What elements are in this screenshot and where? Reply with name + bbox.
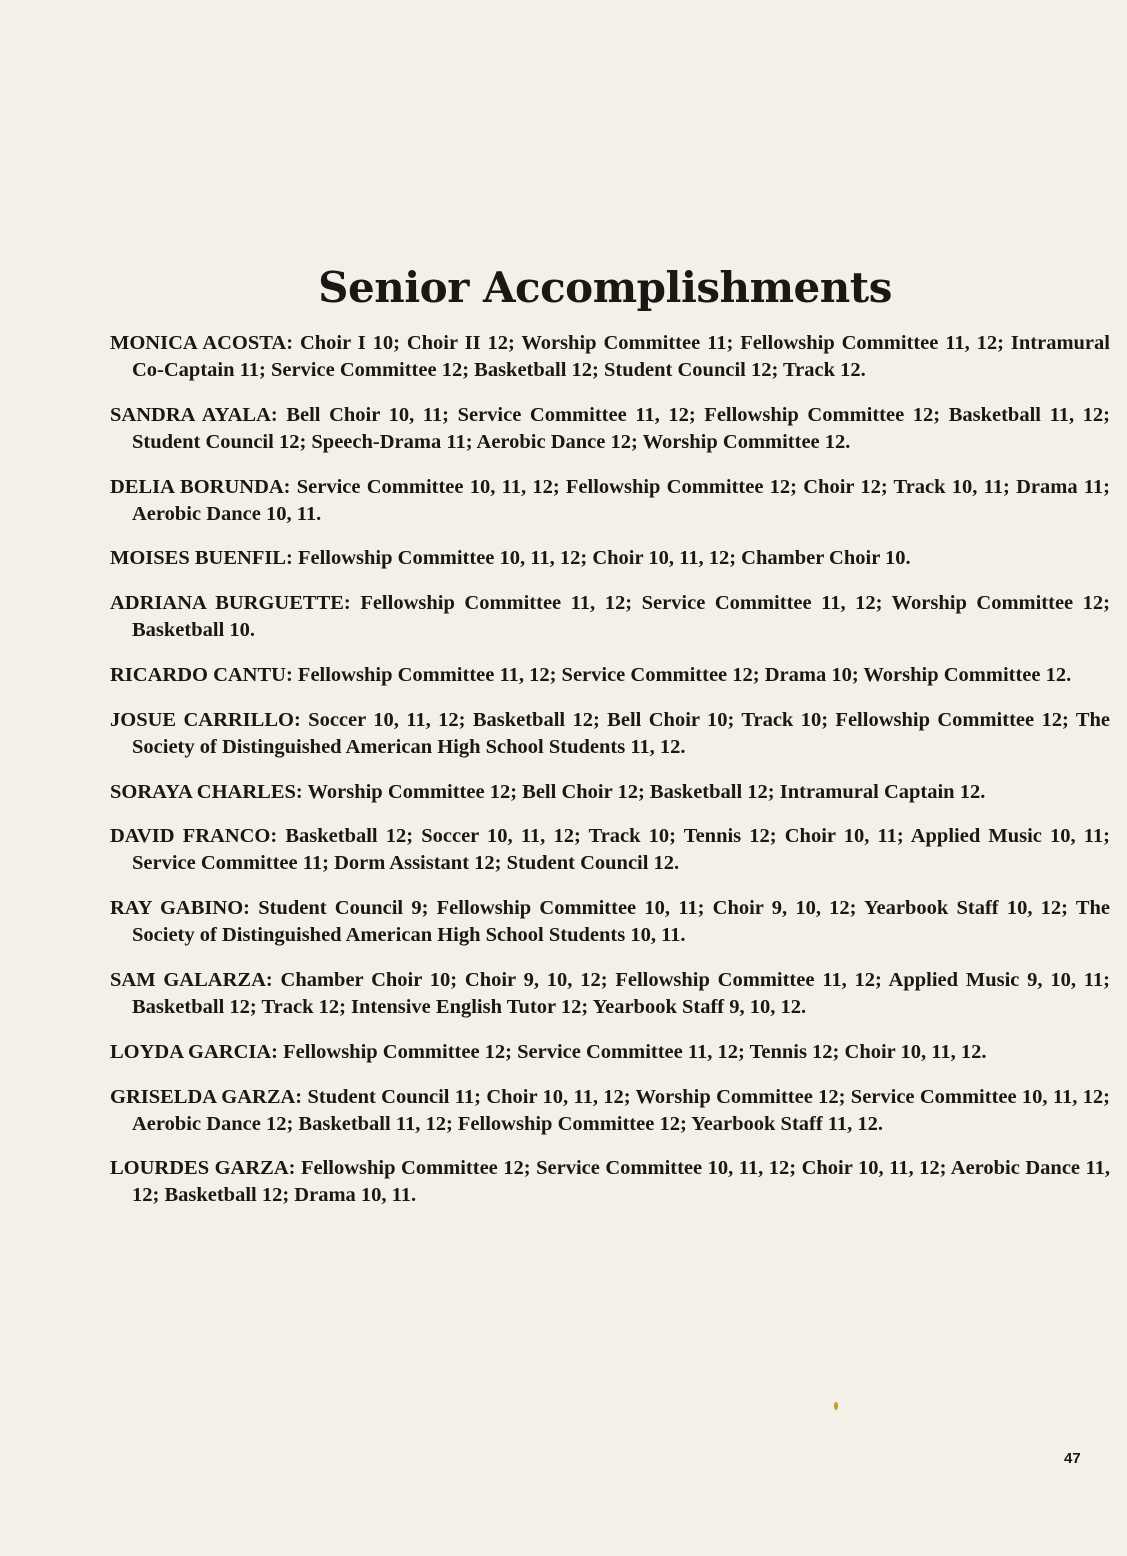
student-activities: Bell Choir 10, 11; Service Committee 11, 12; Fellowship Committee 12; Basketball 11, 12; Student Council 12; Speech-Drama 11; Aerobic Dance 12; Worship Committee 12. [132, 403, 1110, 453]
student-activities: Soccer 10, 11, 12; Basketball 12; Bell Choir 10; Track 10; Fellowship Committee 12; The Society of Distinguished American High School Students 11, 12. [132, 708, 1111, 758]
student-activities: Choir I 10; Choir II 12; Worship Committee 11; Fellowship Committee 11, 12; Intramural Co-Captain 11; Service Committee 12; Basketball 12; Student Council 12; Track 12. [132, 332, 1110, 381]
student-name: SANDRA AYALA: [110, 403, 278, 426]
entry-loyda-garcia [110, 1039, 1110, 1066]
entry-sam-galarza [110, 967, 1110, 1021]
student-activities: Service Committee 10, 11, 12; Fellowship Committee 12; Choir 12; Track 10, 11; Drama 11; Aerobic Dance 10, 11. [132, 475, 1110, 525]
entry-adriana-burguette [110, 590, 1110, 644]
student-name: JOSUE CARRILLO: [110, 708, 301, 731]
student-name: DAVID FRANCO: [110, 825, 278, 848]
student-name: MONICA ACOSTA: [110, 332, 294, 354]
student-activities: Student Council 9; Fellowship Committee 10, 11; Choir 9, 10, 12; Yearbook Staff 10, 12; The Society of Distinguished American High School Students 10, 11. [132, 897, 1111, 947]
entry-lourdes-garza [110, 1155, 1110, 1209]
entry-josue-carrillo [110, 707, 1110, 761]
entry-moises-buenfil [110, 545, 1110, 572]
student-activities: Fellowship Committee 12; Service Committee 10, 11, 12; Choir 10, 11, 12; Aerobic Dance 11, 12; Basketball 12; Drama 10, 11. [132, 1157, 1111, 1207]
ink-speck [834, 1402, 838, 1410]
entry-ricardo-cantu [110, 662, 1110, 689]
student-activities: Fellowship Committee 11, 12; Service Committee 12; Drama 10; Worship Committee 12. [297, 663, 1072, 686]
entry-griselda-garza [110, 1084, 1110, 1138]
student-activities: Fellowship Committee 10, 11, 12; Choir 10, 11, 12; Chamber Choir 10. [297, 547, 911, 570]
entry-soraya-charles [110, 779, 1110, 806]
student-name: GRISELDA GARZA: [110, 1085, 303, 1108]
student-name: LOYDA GARCIA: [110, 1040, 278, 1063]
student-activities: Basketball 12; Soccer 10, 11, 12; Track 10; Tennis 12; Choir 10, 11; Applied Music 10, 11; Service Committee 11; Dorm Assistant 12; Student Council 12. [132, 825, 1110, 875]
student-name: SORAYA CHARLES: [110, 780, 303, 803]
student-name: RAY GABINO: [110, 897, 250, 920]
student-activities: Student Council 11; Choir 10, 11, 12; Worship Committee 12; Service Committee 10, 11, 12; Aerobic Dance 12; Basketball 11, 12; Fellowship Committee 12; Yearbook Staff 11, 12. [132, 1085, 1111, 1135]
student-name: ADRIANA BURGUETTE: [110, 592, 351, 615]
entry-ray-gabino [110, 895, 1110, 949]
student-name: LOURDES GARZA: [110, 1157, 296, 1180]
entry-sandra-ayala [110, 402, 1110, 456]
student-activities: Fellowship Committee 12; Service Committee 11, 12; Tennis 12; Choir 10, 11, 12. [283, 1040, 987, 1063]
entry-monica-acosta [110, 330, 1110, 384]
page-title: Senior Accomplishments [318, 263, 892, 312]
student-activities: Worship Committee 12; Bell Choir 12; Basketball 12; Intramural Captain 12. [307, 780, 986, 803]
accomplishments-list [110, 330, 1110, 1227]
student-name: MOISES BUENFIL: [110, 547, 293, 570]
page-number: 47 [1064, 1450, 1081, 1467]
student-name: SAM GALARZA: [110, 968, 273, 991]
entry-delia-borunda [110, 474, 1110, 528]
entry-david-franco [110, 823, 1110, 877]
student-activities: Fellowship Committee 11, 12; Service Committee 11, 12; Worship Committee 12; Basketball 10. [132, 592, 1111, 642]
student-name: RICARDO CANTU: [110, 663, 293, 686]
student-activities: Chamber Choir 10; Choir 9, 10, 12; Fellowship Committee 11, 12; Applied Music 9, 10, 11; Basketball 12; Track 12; Intensive English Tutor 12; Yearbook Staff 9, 10, 12. [132, 968, 1110, 1018]
student-name: DELIA BORUNDA: [110, 475, 291, 498]
